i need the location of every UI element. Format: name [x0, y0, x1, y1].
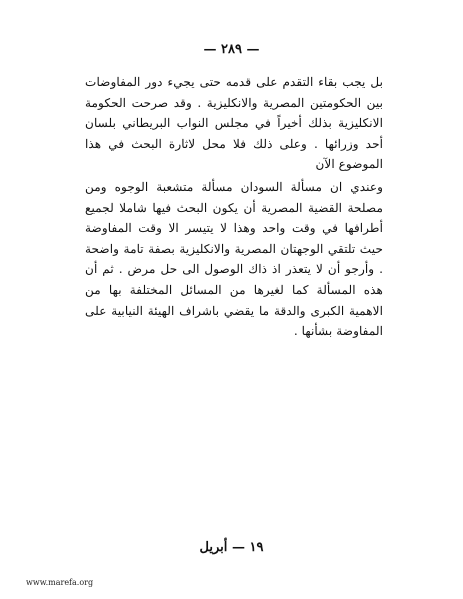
paragraph: بل يجب بقاء التقدم على قدمه حتى يجيء دور المفاوضات بين الحكومتين المصرية والانكليزية . وقد صرحت الحكومة الانكليزية بذلك أخيراً في مجلس النواب البريطاني بلسان أحد وزرائها . وعلى ذلك فلا محل لاثارة البحث في هذا الموضوع الآن [85, 75, 383, 172]
source-url: www.marefa.org [26, 578, 94, 587]
paragraph: وعندي ان مسألة السودان مسألة متشعبة الوجوه ومن مصلحة القضية المصرية أن يكون البحث فيها شاملا لجميع أطرافها في وقت واحد وهذا لا يتيسر الا وقت المفاوضة حيث تلتقي الوجهتان المصرية والانكليزية بصفة تامة واضحة . وأرجو أن لا يتعذر اذ ذاك الوصول الى حل مرض . ثم أن هذه المسألة كما لغيرها من المسائل المختلفة بها من الاهمية الكبرى والدقة ما يقضي باشراف الهيئة النيابية على المفاوضة بشأنها . [85, 179, 383, 339]
body-text [85, 72, 383, 342]
footer-date-mark: ١٩ — أبريل [199, 540, 264, 555]
page-number: — ٢٨٩ — [203, 42, 260, 57]
